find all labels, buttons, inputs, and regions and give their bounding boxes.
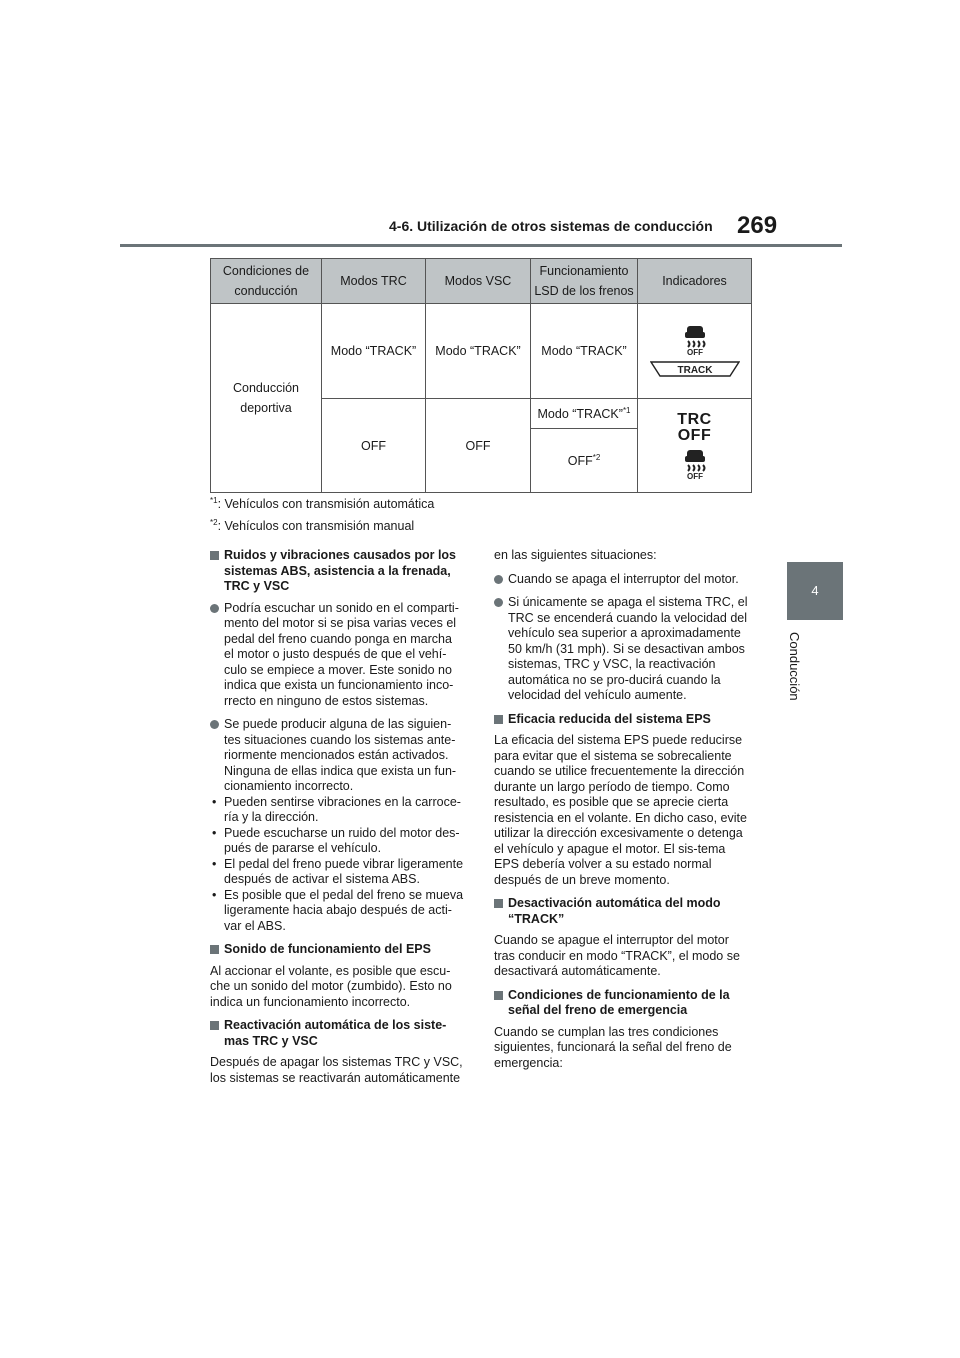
left-column	[210, 548, 465, 1094]
header-rule	[120, 244, 842, 247]
section-heading: Sonido de funcionamiento del EPS	[210, 942, 465, 958]
header-cell: Indicadores	[638, 259, 752, 304]
dot-item: • Puede escucharse un ruido del motor des-pués de pararse el vehículo.	[210, 826, 465, 857]
bullet-item: Si únicamente se apaga el sistema TRC, el TRC se encenderá cuando la velocidad del vehículo sea superior a aproximadamente 50 km/h (31 mph). Si se desactivan ambos sistemas, TRC y VSC, la reactivación automática no se pro-ducirá cuando la velocidad del vehículo aumente.	[494, 595, 749, 704]
header-cell: Condiciones de conducción	[211, 259, 322, 304]
trc-mode-cell: Modo “TRACK”	[322, 304, 426, 399]
table-header-row	[211, 259, 752, 304]
header-cell: Funcionamiento LSD de los frenos	[531, 259, 638, 304]
off-label: OFF	[686, 348, 703, 356]
section-heading: Ruidos y vibraciones causados por los sistemas ABS, asistencia a la frenada, TRC y VSC	[210, 548, 465, 595]
chapter-label: Conducción	[787, 632, 802, 701]
page-number: 269	[737, 212, 778, 239]
paragraph: en las siguientes situaciones:	[494, 548, 657, 562]
header-cell: Modos TRC	[322, 259, 426, 304]
vsc-mode-cell: OFF	[426, 399, 531, 493]
lsd-mode-cell: Modo “TRACK”	[531, 304, 638, 399]
footnote: $^{*1}$: Vehículos con transmisión automática	[210, 496, 435, 512]
table-row	[211, 304, 752, 399]
section-heading: Condiciones de funcionamiento de la señal del freno de emergencia	[494, 988, 749, 1019]
paragraph: Cuando se apague el interruptor del motor tras conducir en modo “TRACK”, el modo se desactivará automáticamente.	[494, 933, 740, 978]
bullet-item: Se puede producir alguna de las siguien-tes situaciones cuando los sistemas ante-riormente mencionados están activados. Ninguna de ellas indica que exista un fun-cionamiento incorrecto.	[210, 717, 465, 795]
vsc-mode-cell: Modo “TRACK”	[426, 304, 531, 399]
right-column	[494, 548, 749, 1079]
footnote: $^{*2}$: Vehículos con transmisión manual	[210, 518, 415, 534]
track-indicator-icon	[650, 360, 740, 378]
indicator-cell	[638, 304, 752, 399]
lsd-mode-cell: Modo “TRACK”$^{*1}$	[531, 399, 638, 429]
condition-cell: Conducción deportiva	[211, 304, 322, 493]
chapter-tab: 4	[787, 562, 843, 620]
trc-off-indicator: TRC OFF	[677, 410, 712, 444]
section-heading: Reactivación automática de los siste-mas TRC y VSC	[210, 1018, 465, 1049]
dot-item: • El pedal del freno puede vibrar ligeramente después de activar el sistema ABS.	[210, 857, 465, 888]
paragraph: Después de apagar los sistemas TRC y VSC, los sistemas se reactivarán automáticamente	[210, 1055, 463, 1085]
trc-mode-cell: OFF	[322, 399, 426, 493]
vsc-off-icon	[680, 324, 710, 356]
header-cell: Modos VSC	[426, 259, 531, 304]
paragraph: Al accionar el volante, es posible que escu-che un sonido del motor (zumbido). Esto no indica un funcionamiento incorrecto.	[210, 963, 452, 1009]
vsc-off-icon	[680, 448, 710, 480]
paragraph: Cuando se cumplan las tres condiciones siguientes, funcionará la señal del freno de emergencia:	[494, 1024, 732, 1070]
section-title: 4-6. Utilización de otros sistemas de conducción	[389, 218, 713, 234]
bullet-item: Podría escuchar un sonido en el comparti-mento del motor si se pisa varias veces el pedal del freno cuando ponga en marcha el motor o justo después de que el vehí-culo se empiece a mover. Este sonido no indica que exista un funcionamiento inco-rrecto en ninguno de estos sistemas.	[210, 601, 465, 710]
driving-modes-table	[210, 258, 752, 493]
dot-item: • Pueden sentirse vibraciones en la carroce-ría y la dirección.	[210, 795, 465, 826]
dot-item: • Es posible que el pedal del freno se mueva ligeramente hacia abajo después de acti-var el ABS.	[210, 888, 465, 935]
section-heading: Desactivación automática del modo “TRACK”	[494, 896, 749, 927]
track-label: TRACK	[677, 365, 712, 376]
bullet-item: Cuando se apaga el interruptor del motor.	[494, 572, 749, 588]
indicator-cell	[638, 399, 752, 493]
paragraph: La eficacia del sistema EPS puede reducirse para evitar que el sistema se sobrecaliente cuando se utilice frecuentemente la dirección durante un largo período de tiempo. Como resultado, es posible que se aprecie cierta resistencia en el volante. En dicho caso, evite utilizar la dirección excesivamente o detenga el vehículo y apague el motor. El sis-tema EPS debería volver a su estado normal después de un breve momento.	[494, 733, 747, 887]
section-heading: Eficacia reducida del sistema EPS	[494, 712, 749, 728]
off-label: OFF	[686, 471, 703, 480]
lsd-mode-cell: OFF$^{*2}$	[531, 429, 638, 493]
